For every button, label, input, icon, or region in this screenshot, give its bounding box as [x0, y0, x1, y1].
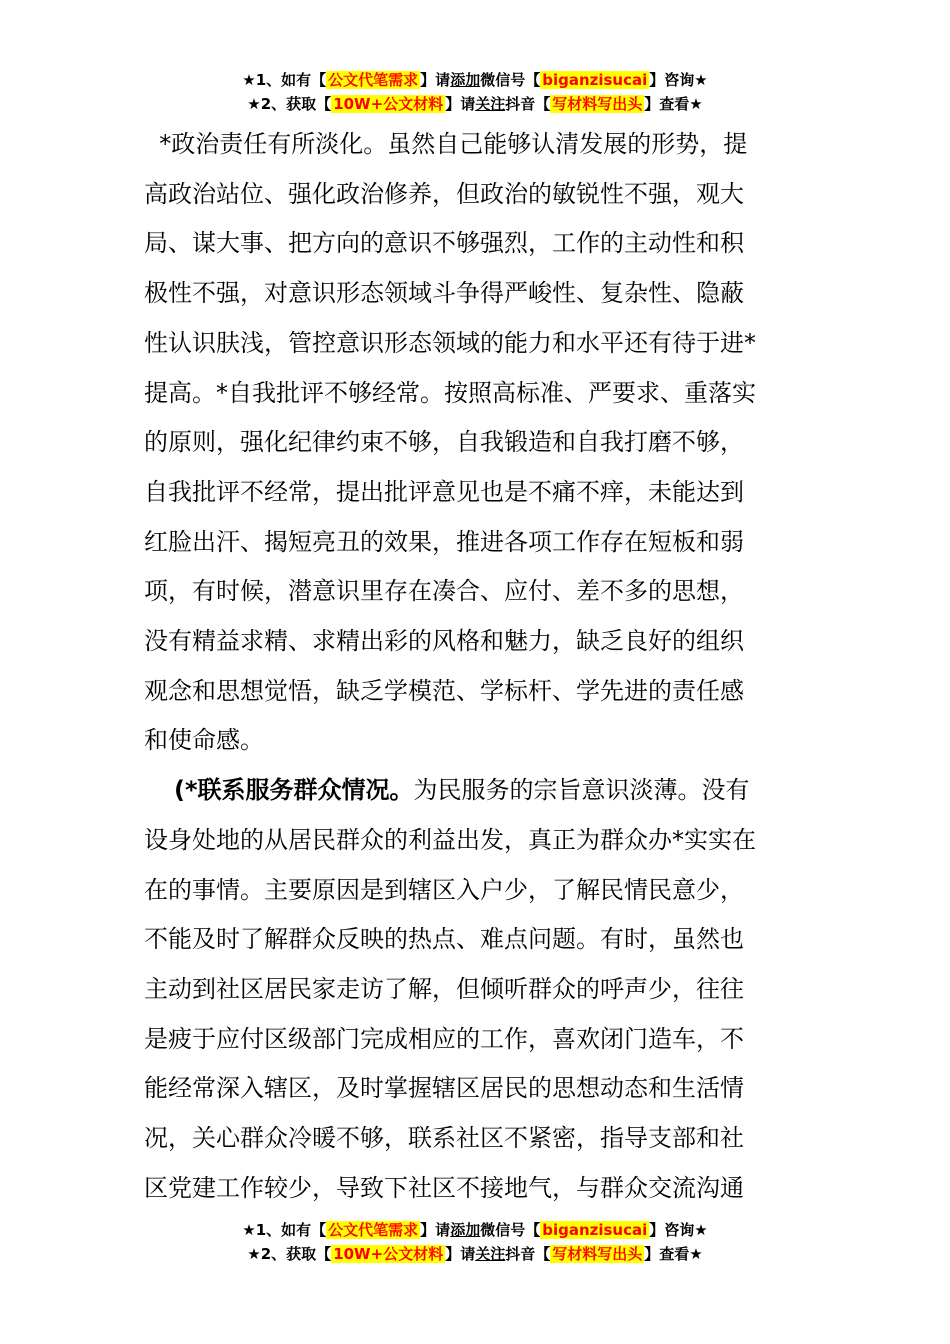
banner-text: 抖音【 — [505, 95, 551, 113]
banner-text: 抖音【 — [505, 1245, 551, 1263]
banner-text: 】咨询★ — [649, 1221, 708, 1239]
banner-highlight: biganzisucai — [542, 1221, 648, 1239]
banner-text: 微信号【 — [480, 1221, 541, 1239]
banner-text: 】咨询★ — [649, 71, 708, 89]
banner-highlight: 10W+公文材料 — [333, 95, 444, 113]
banner-underline: 关注 — [475, 1245, 506, 1263]
banner-text: 】请 — [420, 71, 451, 89]
banner-highlight: 10W+公文材料 — [333, 1245, 444, 1263]
banner-text: 】请 — [445, 95, 476, 113]
banner-text: 】查看★ — [644, 1245, 703, 1263]
text-line: 性认识肤浅，管控意识形态领域的能力和水平还有待于进* — [144, 328, 756, 357]
section-heading: (*联系服务群众情况。 — [174, 776, 414, 805]
banner-text: 微信号【 — [480, 71, 541, 89]
text-line: 况，关心群众冷暖不够，联系社区不紧密，指导支部和社 — [144, 1124, 744, 1153]
text-line: 项，有时候，潜意识里存在凑合、应付、差不多的思想， — [144, 577, 744, 606]
text-line: 红脸出汗、揭短亮丑的效果，推进各项工作存在短板和弱 — [144, 527, 744, 556]
text-line: 主动到社区居民家走访了解，但倾听群众的呼声少，往往 — [144, 974, 744, 1003]
banner-line-1 — [0, 68, 950, 92]
text-line: 在的事情。主要原因是到辖区入户少，了解民情民意少， — [144, 875, 744, 904]
text-line: 提高。*自我批评不够经常。按照高标准、严要求、重落实 — [144, 378, 756, 407]
banner-text: ★2、获取【 — [247, 95, 332, 113]
banner-text: 】查看★ — [644, 95, 703, 113]
text-line: 能经常深入辖区，及时掌握辖区居民的思想动态和生活情 — [144, 1074, 744, 1103]
banner-text: ★1、如有【 — [242, 1221, 327, 1239]
text-line: 和使命感。 — [144, 726, 264, 755]
text-line: 极性不强，对意识形态领域斗争得严峻性、复杂性、隐蔽 — [144, 279, 744, 308]
text-line: 设身处地的从居民群众的利益出发，真正为群众办*实实在 — [144, 825, 756, 854]
banner-highlight: biganzisucai — [542, 71, 648, 89]
text-line — [144, 766, 804, 816]
text-line: *政治责任有所淡化。虽然自己能够认清发展的形势，提 — [144, 130, 748, 158]
paragraph-2 — [144, 766, 804, 1213]
text-line: 的原则，强化纪律约束不够，自我锻造和自我打磨不够， — [144, 428, 744, 457]
text-run: 为民服务的宗旨意识淡薄。没有 — [413, 776, 750, 805]
text-line: 没有精益求精、求精出彩的风格和魅力，缺乏良好的组织 — [144, 627, 744, 656]
text-line: 是疲于应付区级部门完成相应的工作，喜欢闭门造车，不 — [144, 1024, 744, 1053]
banner-highlight: 写材料写出头 — [552, 95, 643, 113]
banner-text: ★2、获取【 — [247, 1245, 332, 1263]
text-line: 观念和思想觉悟，缺乏学模范、学标杆、学先进的责任感 — [144, 676, 744, 705]
banner-line-1 — [0, 1218, 950, 1242]
text-line: 区党建工作较少，导致下社区不接地气，与群众交流沟通 — [144, 1173, 744, 1202]
banner-text: 】请 — [445, 1245, 476, 1263]
banner-highlight: 公文代笔需求 — [328, 71, 419, 89]
text-line: 局、谋大事、把方向的意识不够强烈，工作的主动性和积 — [144, 229, 744, 258]
text-line: 不能及时了解群众反映的热点、难点问题。有时，虽然也 — [144, 925, 744, 954]
banner-underline: 添加 — [450, 1221, 481, 1239]
banner-underline: 添加 — [450, 71, 481, 89]
banner-highlight: 写材料写出头 — [552, 1245, 643, 1263]
banner-text: 】请 — [420, 1221, 451, 1239]
footer-banner — [0, 1218, 950, 1266]
header-banner — [0, 68, 950, 116]
text-line: 自我批评不经常，提出批评意见也是不痛不痒，未能达到 — [144, 477, 744, 506]
paragraph-1 — [144, 120, 804, 766]
banner-text: ★1、如有【 — [242, 71, 327, 89]
banner-highlight: 公文代笔需求 — [328, 1221, 419, 1239]
banner-line-2 — [0, 92, 950, 116]
text-line: 高政治站位、强化政治修养，但政治的敏锐性不强，观大 — [144, 179, 744, 208]
banner-underline: 关注 — [475, 95, 506, 113]
document-body — [144, 120, 804, 1213]
banner-line-2 — [0, 1242, 950, 1266]
